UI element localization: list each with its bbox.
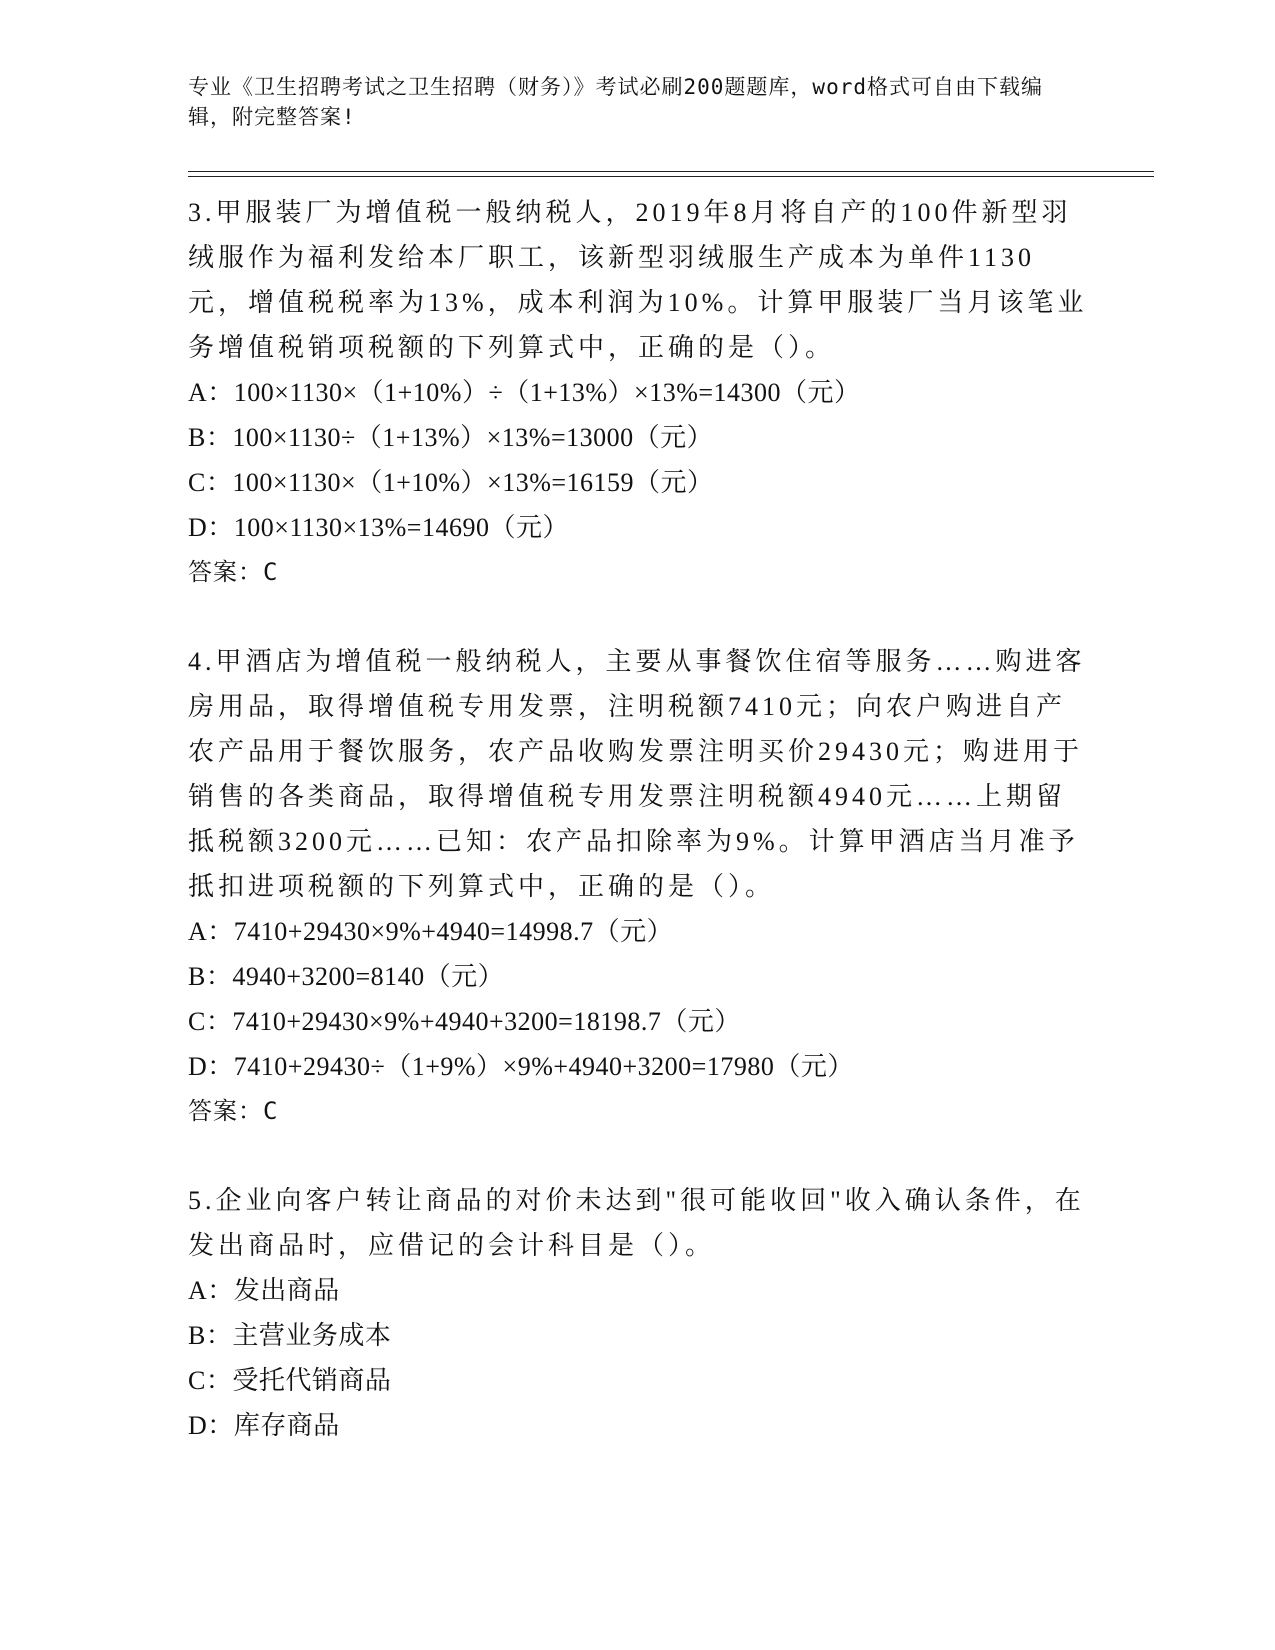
option-c: C：100×1130×（1+10%）×13%=16159（元） [188,468,714,497]
header-divider-bottom [188,176,1154,177]
question-stem: 3.甲服装厂为增值税一般纳税人，2019年8月将自产的100件新型羽绒服作为福利发给本厂职工，该新型羽绒服生产成本为单件1130元，增值税税率为13%，成本利润为10%。计算甲服装厂当月该笔业务增值税销项税额的下列算式中，正确的是（）。 [188,198,1088,362]
option-a: A：7410+29430×9%+4940=14998.7（元） [188,917,674,946]
option-c: C：7410+29430×9%+4940+3200=18198.7（元） [188,1007,741,1036]
answer-line: 答案：C [188,1097,279,1125]
option-b: B：100×1130÷（1+13%）×13%=13000（元） [188,423,714,452]
question-5 [188,1178,1088,1448]
option-d: D：库存商品 [188,1411,340,1440]
option-a: A：100×1130×（1+10%）÷（1+13%）×13%=14300（元） [188,378,861,407]
question-3 [188,190,1088,595]
document-header: 专业《卫生招聘考试之卫生招聘（财务）》考试必刷200题题库，word格式可自由下载编辑，附完整答案! [188,75,1043,129]
header-divider-top [188,171,1154,172]
question-4 [188,639,1088,1134]
question-list [188,190,1088,1492]
option-c: C：受托代销商品 [188,1366,392,1395]
option-b: B：主营业务成本 [188,1321,392,1350]
option-b: B：4940+3200=8140（元） [188,962,505,991]
answer-line: 答案：C [188,558,279,586]
option-d: D：100×1130×13%=14690（元） [188,513,569,542]
question-stem: 4.甲酒店为增值税一般纳税人，主要从事餐饮住宿等服务……购进客房用品，取得增值税专用发票，注明税额7410元；向农户购进自产农产品用于餐饮服务，农产品收购发票注明买价29430元；购进用于销售的各类商品，取得增值税专用发票注明税额4940元……上期留抵税额3200元……已知：农产品扣除率为9%。计算甲酒店当月准予抵扣进项税额的下列算式中，正确的是（）。 [188,647,1086,901]
option-a: A：发出商品 [188,1276,340,1305]
option-d: D：7410+29430÷（1+9%）×9%+4940+3200=17980（元） [188,1052,854,1081]
question-stem: 5.企业向客户转让商品的对价未达到"很可能收回"收入确认条件，在发出商品时，应借记的会计科目是（）。 [188,1186,1085,1260]
